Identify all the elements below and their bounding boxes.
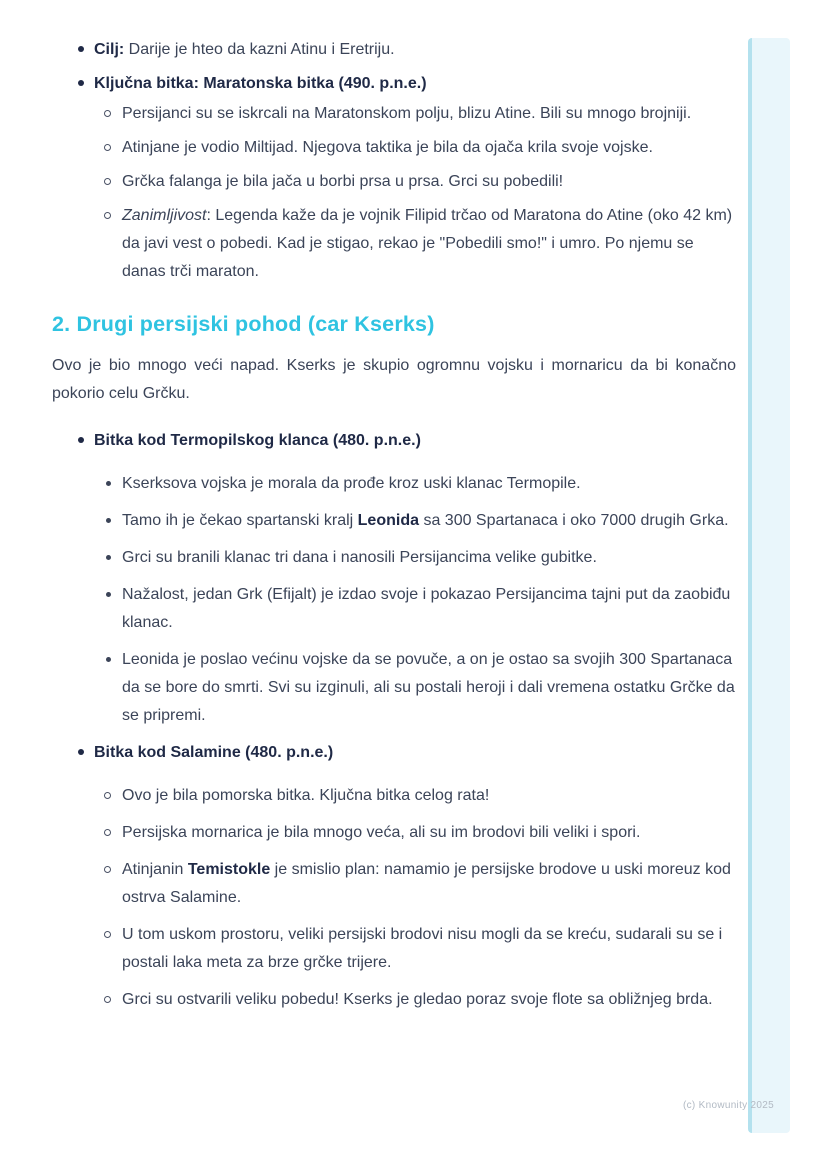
list-item [122, 646, 736, 730]
list-item [122, 134, 736, 162]
list-item-text [122, 986, 736, 1014]
list-item-text [122, 202, 736, 286]
list-item [122, 507, 736, 535]
list-item [122, 470, 736, 498]
text-segment: Kserksova vojska je morala da prođe kroz uski klanac Termopile. [122, 475, 581, 492]
text-segment: Grci su ostvarili veliku pobedu! Kserks je gledao poraz svoje flote sa obližnjeg brda. [122, 991, 713, 1008]
text-segment: Atinjanin [122, 861, 188, 878]
list-item-text [122, 921, 736, 977]
list-item [122, 921, 736, 977]
text-segment: U tom uskom prostoru, veliki persijski brodovi nisu mogli da se kreću, sudarali su se i postali laka meta za brze grčke trijere. [122, 926, 723, 971]
list-item [122, 544, 736, 572]
list-item-text [94, 36, 736, 64]
text-segment: Grci su branili klanac tri dana i nanosili Persijancima velike gubitke. [122, 549, 597, 566]
list-item-text [122, 646, 736, 730]
sub-bullet-list [94, 782, 736, 1014]
list-item [122, 100, 736, 128]
list-item-text [94, 427, 736, 455]
text-segment: Persijanci su se iskrcali na Maratonskom polju, blizu Atine. Bili su mnogo brojniji. [122, 105, 692, 122]
list-item [94, 427, 736, 730]
list-item-text [122, 581, 736, 637]
list-item-text [122, 507, 736, 535]
list-item [122, 168, 736, 196]
copyright-text: (c) Knowunity 2025 [682, 1100, 774, 1111]
section-heading: 2. Drugi persijski pohod (car Kserks) [52, 312, 435, 336]
text-segment: Bitka kod Termopilskog klanca (480. p.n.e.) [94, 432, 421, 449]
text-segment: Bitka kod Salamine (480. p.n.e.) [94, 744, 334, 761]
list-item [122, 986, 736, 1014]
list-item-text [122, 856, 736, 912]
text-segment: Tamo ih je čekao spartanski kralj [122, 512, 358, 529]
list-item-text [122, 168, 736, 196]
list-item-text [94, 739, 736, 767]
list-item-text [122, 782, 736, 810]
list-item [94, 36, 736, 64]
text-segment: Temistokle [187, 861, 271, 878]
list-item [122, 856, 736, 912]
text-segment: Zanimljivost [122, 207, 207, 224]
text-segment: : Legenda kaže da je vojnik Filipid trčao od Maratona do Atine (oko 42 km) da javi vest o pobedi. Kad je stigao, rekao je "Pobedili smo!" i umro. Po njemu se danas trči maraton. [122, 207, 733, 280]
list-item-text [94, 70, 736, 98]
list-item-text [122, 819, 736, 847]
list-item [94, 739, 736, 1014]
list-item-text [122, 470, 736, 498]
sub-bullet-list [94, 470, 736, 730]
text-segment: Persijska mornarica je bila mnogo veća, ali su im brodovi bili veliki i spori. [122, 824, 641, 841]
list-item-text [122, 134, 736, 162]
list-item [122, 819, 736, 847]
bullet-list [52, 427, 736, 1014]
text-segment: sa 300 Spartanaca i oko 7000 drugih Grka. [419, 512, 729, 529]
list-item [122, 202, 736, 286]
list-item-text [122, 100, 736, 128]
list-item [94, 70, 736, 286]
text-segment: Grčka falanga je bila jača u borbi prsa u prsa. Grci su pobedili! [122, 173, 564, 190]
text-segment: Cilj: [94, 41, 125, 58]
text-segment: Leonida je poslao većinu vojske da se povuče, a on je ostao sa svojih 300 Spartanaca da se bore do smrti. Svi su izginuli, ali su postali heroji i dali vremena ostatku Grčke da se pripremi. [122, 651, 735, 724]
sub-bullet-list [94, 100, 736, 286]
text-segment: Leonida [357, 512, 419, 529]
text-segment: Nažalost, jedan Grk (Efijalt) je izdao svoje i pokazao Persijancima tajni put da zaobiđu klanac. [122, 586, 731, 631]
text-segment: Atinjane je vodio Miltijad. Njegova taktika je bila da ojača krila svoje vojske. [122, 139, 653, 156]
list-item [122, 782, 736, 810]
text-segment: je smislio plan: namamio je persijske brodove u uski moreuz kod ostrva Salamine. [122, 861, 731, 906]
list-item-text [122, 544, 736, 572]
text-segment: Ključna bitka: Maratonska bitka (490. p.n.e.) [94, 75, 427, 92]
scrollbar-track[interactable] [748, 38, 790, 1133]
bullet-list [52, 36, 736, 286]
paragraph: Ovo je bio mnogo veći napad. Kserks je skupio ogromnu vojsku i mornaricu da bi konačno pokorio celu Grčku. [52, 357, 736, 402]
text-segment: Darije je hteo da kazni Atinu i Eretriju. [124, 41, 395, 58]
text-segment: Ovo je bila pomorska bitka. Ključna bitka celog rata! [122, 787, 490, 804]
list-item [122, 581, 736, 637]
document-body [52, 36, 736, 1023]
